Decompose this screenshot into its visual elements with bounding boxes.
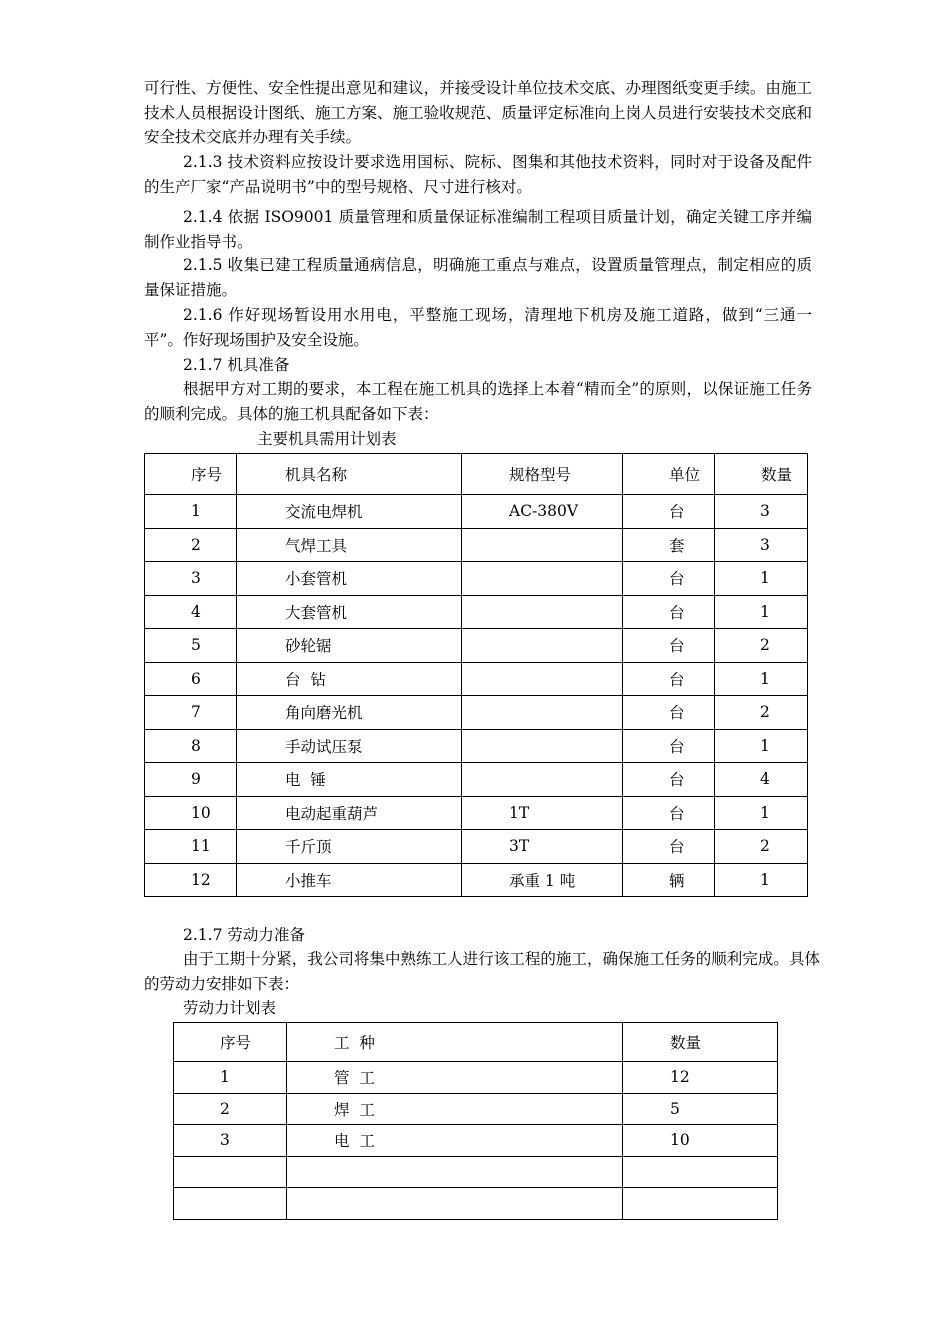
table-cell: 4 [145, 595, 237, 629]
table-cell: 1T [462, 796, 623, 830]
table-cell: 10 [145, 796, 237, 830]
paragraph-machinery-intro: 根据甲方对工期的要求，本工程在施工机具的选择上本着“精而全”的原则，以保证施工任务的顺利完成。具体的施工机具配备如下表： [144, 380, 812, 423]
table-cell: 气焊工具 [237, 528, 462, 562]
table-cell: 台 [623, 796, 715, 830]
table-cell: 3T [462, 830, 623, 864]
table-cell: 1 [715, 729, 808, 763]
table-cell [287, 1188, 623, 1220]
table-cell: 1 [715, 595, 808, 629]
table-row [145, 763, 808, 797]
table-row [145, 562, 808, 596]
table-row [145, 863, 808, 897]
table-cell: 7 [145, 696, 237, 730]
table-row [145, 629, 808, 663]
table-row [145, 528, 808, 562]
table-cell: 角向磨光机 [237, 696, 462, 730]
table-cell: 1 [715, 796, 808, 830]
table-cell: 4 [715, 763, 808, 797]
table-cell [462, 562, 623, 596]
table-cell: 千斤顶 [237, 830, 462, 864]
table-cell: 管 工 [287, 1062, 623, 1094]
header-cell: 数量 [623, 1023, 778, 1062]
table-cell: 3 [174, 1125, 287, 1157]
heading-2-1-7-labor: 2.1.7 劳动力准备 [183, 926, 305, 944]
table-cell: 12 [623, 1062, 778, 1094]
labor-plan-table [173, 1022, 778, 1220]
table-cell [174, 1188, 287, 1220]
table-cell: 5 [623, 1093, 778, 1125]
table-cell: 1 [715, 562, 808, 596]
table-row [145, 830, 808, 864]
table-row [145, 495, 808, 529]
header-cell: 序号 [145, 454, 237, 495]
table-cell: 5 [145, 629, 237, 663]
table-cell: 台 钻 [237, 662, 462, 696]
table-cell: 3 [715, 495, 808, 529]
table-cell: 1 [174, 1062, 287, 1094]
table-cell: 1 [715, 863, 808, 897]
table-cell: 焊 工 [287, 1093, 623, 1125]
table-row [174, 1125, 778, 1157]
table-cell: 台 [623, 729, 715, 763]
table-cell: 套 [623, 528, 715, 562]
table-cell [623, 1188, 778, 1220]
table-cell: 台 [623, 495, 715, 529]
paragraph-2-1-6: 2.1.6 作好现场暂设用水用电，平整施工现场，清理地下机房及施工道路，做到“三通一平”。作好现场围护及安全设施。 [144, 306, 812, 349]
machine-table-caption: 主要机具需用计划表 [257, 430, 397, 448]
labor-table-caption: 劳动力计划表 [183, 999, 277, 1017]
table-cell: AC-380V [462, 495, 623, 529]
table-cell: 电 锤 [237, 763, 462, 797]
table-cell: 电 工 [287, 1125, 623, 1157]
table-cell: 12 [145, 863, 237, 897]
table-cell: 台 [623, 562, 715, 596]
machine-plan-table [144, 453, 808, 897]
table-cell: 11 [145, 830, 237, 864]
table-cell [462, 528, 623, 562]
table-cell [174, 1156, 287, 1188]
table-cell: 电动起重葫芦 [237, 796, 462, 830]
table-cell [462, 662, 623, 696]
table-cell: 砂轮锯 [237, 629, 462, 663]
table-header-row [174, 1023, 778, 1062]
table-cell [462, 763, 623, 797]
header-cell: 工 种 [287, 1023, 623, 1062]
table-cell: 6 [145, 662, 237, 696]
paragraph-labor-intro: 由于工期十分紧，我公司将集中熟练工人进行该工程的施工，确保施工任务的顺利完成。具体的劳动力安排如下表： [144, 950, 820, 993]
table-cell: 小推车 [237, 863, 462, 897]
table-cell: 3 [715, 528, 808, 562]
table-cell: 台 [623, 696, 715, 730]
table-header-row [145, 454, 808, 495]
table-cell: 3 [145, 562, 237, 596]
paragraph-2-1-4: 2.1.4 依据 ISO9001 质量管理和质量保证标准编制工程项目质量计划，确定关键工序并编制作业指导书。 [144, 208, 812, 251]
table-cell [462, 595, 623, 629]
header-cell: 数量 [715, 454, 808, 495]
table-cell: 台 [623, 595, 715, 629]
table-cell: 大套管机 [237, 595, 462, 629]
table-cell: 辆 [623, 863, 715, 897]
header-cell: 序号 [174, 1023, 287, 1062]
table-row [145, 662, 808, 696]
table-row [145, 696, 808, 730]
table-cell: 台 [623, 830, 715, 864]
table-cell: 手动试压泵 [237, 729, 462, 763]
table-cell [462, 729, 623, 763]
table-cell: 小套管机 [237, 562, 462, 596]
table-row [145, 729, 808, 763]
table-cell: 交流电焊机 [237, 495, 462, 529]
table-cell: 台 [623, 763, 715, 797]
table-cell: 2 [715, 830, 808, 864]
table-cell [287, 1156, 623, 1188]
heading-2-1-7-machinery: 2.1.7 机具准备 [183, 356, 290, 374]
header-cell: 单位 [623, 454, 715, 495]
table-cell: 2 [715, 696, 808, 730]
table-cell [623, 1156, 778, 1188]
table-cell: 台 [623, 662, 715, 696]
table-cell: 1 [145, 495, 237, 529]
table-cell: 承重 1 吨 [462, 863, 623, 897]
paragraph-design-review: 可行性、方便性、安全性提出意见和建议，并接受设计单位技术交底、办理图纸变更手续。由施工技术人员根据设计图纸、施工方案、施工验收规范、质量评定标准向上岗人员进行安装技术交底和安全技术交底并办理有关手续。 [144, 79, 812, 147]
header-cell: 机具名称 [237, 454, 462, 495]
table-cell [462, 696, 623, 730]
paragraph-2-1-3: 2.1.3 技术资料应按设计要求选用国标、院标、图集和其他技术资料，同时对于设备及配件的生产厂家“产品说明书”中的型号规格、尺寸进行核对。 [144, 153, 812, 196]
table-row [145, 796, 808, 830]
paragraph-2-1-5: 2.1.5 收集已建工程质量通病信息，明确施工重点与难点，设置质量管理点，制定相应的质量保证措施。 [144, 256, 812, 299]
table-cell: 2 [174, 1093, 287, 1125]
header-cell: 规格型号 [462, 454, 623, 495]
table-cell: 1 [715, 662, 808, 696]
table-row [174, 1156, 778, 1188]
table-cell: 10 [623, 1125, 778, 1157]
table-row [174, 1093, 778, 1125]
table-cell: 2 [715, 629, 808, 663]
table-cell [462, 629, 623, 663]
table-cell: 2 [145, 528, 237, 562]
table-row [174, 1062, 778, 1094]
table-row [145, 595, 808, 629]
table-cell: 8 [145, 729, 237, 763]
table-row [174, 1188, 778, 1220]
table-cell: 9 [145, 763, 237, 797]
table-cell: 台 [623, 629, 715, 663]
